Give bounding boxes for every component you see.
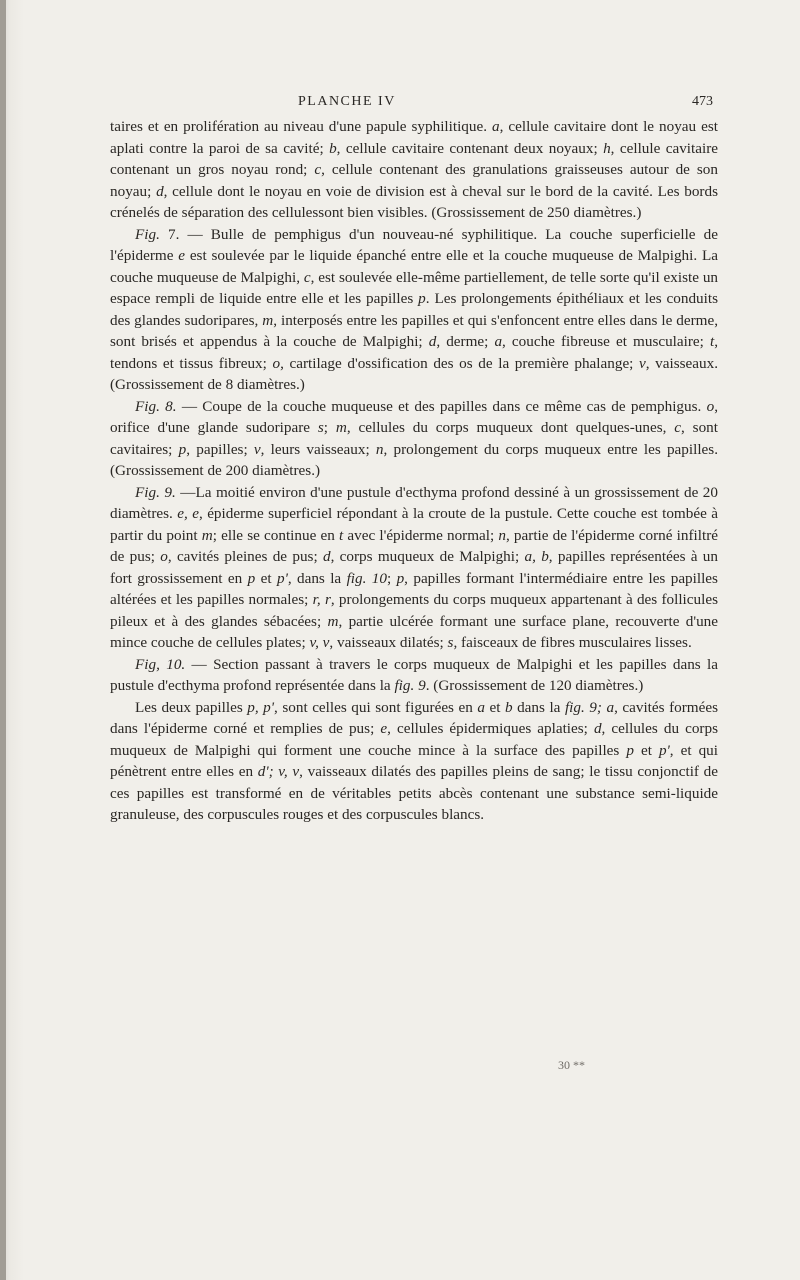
legend-text: ; (386, 569, 397, 587)
legend-text: , orifice d'une glande sudoripare (110, 397, 718, 436)
legend-text: . (Grossissement de 120 diamètres.) (425, 677, 644, 694)
legend-text: , derme; (436, 333, 495, 350)
legend-text: ; (323, 419, 336, 436)
legend-text: , cellule cavitaire dont le noyau est aplati contre la paroi de sa cavité; (110, 118, 718, 157)
legend-text: Les deux papilles (135, 698, 248, 716)
legend-text: , partie de l'épiderme corné infiltré de pus; (110, 526, 718, 565)
legend-reference: a (477, 698, 485, 716)
legend-text: , couche fibreuse et musculaire; (502, 333, 710, 350)
legend-reference: fig. 10 (346, 569, 387, 587)
legend-text: , vaisseaux. (Grossissement de 8 diamètres.) (110, 354, 719, 393)
legend-reference: p (626, 741, 634, 759)
legend-reference: m (335, 419, 347, 436)
legend-text: , prolongements du corps muqueux appartenant à des follicules pileux et à des glandes sébacées; (110, 591, 718, 630)
legend-reference: c (314, 161, 322, 178)
legend-reference: m (327, 612, 339, 630)
legend-text: , vaisseaux dilatés; (329, 634, 448, 651)
legend-text: —La moitié environ d'une pustule d'ecthyma profond dessiné à un grossissement de 20 diamètres. (110, 483, 718, 522)
legend-reference: p' (276, 569, 288, 587)
running-title: PLANCHE IV (298, 94, 396, 109)
legend-reference: a, b (524, 548, 549, 565)
legend-reference: b (329, 139, 337, 157)
legend-reference: p (418, 290, 426, 307)
legend-reference: t (709, 333, 715, 350)
legend-reference: d'; v, v (257, 763, 300, 780)
legend-reference: h (603, 139, 611, 157)
page-header (0, 94, 800, 114)
legend-text: , cellule cavitaire contenant deux noyaux; (336, 139, 604, 157)
legend-reference: p (247, 569, 256, 587)
legend-reference: fig. 9 (394, 677, 426, 694)
plate-legend-text (110, 116, 718, 826)
legend-text: , papilles; (186, 440, 254, 458)
legend-reference: c (303, 268, 311, 286)
legend-text: et (255, 569, 277, 587)
legend-text: , papilles représentées à un fort grossissement en (110, 548, 718, 587)
legend-paragraph (110, 482, 718, 654)
legend-reference: Fig, 10. (135, 655, 186, 673)
legend-reference: m (262, 311, 274, 329)
legend-reference: r, r (312, 591, 331, 608)
legend-paragraph (110, 224, 718, 396)
legend-text: et (633, 741, 659, 759)
legend-reference: n (375, 440, 384, 458)
legend-reference: t (338, 526, 344, 544)
legend-text: , papilles formant l'intermédiaire entre les papilles altérées et les papilles normales; (110, 569, 718, 608)
legend-text: , cellule contenant des granulations graisseuses autour de son noyau; (110, 161, 718, 200)
signature-mark: 30 ** (558, 1058, 585, 1072)
legend-text: , cavités formées dans l'épiderme corné et remplies de pus; (110, 698, 718, 737)
legend-text: , leurs vaisseaux; (260, 440, 376, 458)
legend-paragraph (110, 116, 718, 224)
legend-text: , est soulevée elle-même partiellement, de telle sorte qu'il existe un espace rempli de liquide entre elle et les papilles (110, 268, 719, 307)
legend-reference: e (178, 247, 186, 264)
binding-gutter (0, 0, 6, 1280)
legend-reference: fig. 9; a (564, 698, 615, 716)
legend-text: taires et en prolifération au niveau d'une papule syphilitique. (110, 118, 493, 135)
legend-paragraph (110, 396, 718, 482)
legend-text: , sont cavitaires; (110, 419, 718, 458)
legend-text: , interposés entre les papilles et qui s'enfoncent entre elles dans le derme, sont brisés et appendus à la couche de Malpighi; (110, 311, 718, 350)
legend-reference: v (639, 354, 646, 372)
legend-reference: o (272, 354, 281, 372)
legend-paragraph (110, 697, 718, 826)
legend-text: , faisceaux de fibres musculaires lisses. (453, 634, 692, 651)
legend-reference: e (380, 720, 388, 737)
legend-text: , cellule cavitaire contenant un gros noyau rond; (110, 139, 719, 178)
legend-text: . Les prolongements épithéliaux et les conduits des glandes sudoripares, (110, 290, 718, 329)
legend-text: , épiderme superficiel répondant à la croute de la pustule. Cette couche est tombée à partir du point (110, 505, 718, 544)
legend-text: , cartilage d'ossification des os de la première phalange; (280, 354, 640, 372)
legend-reference: c (674, 419, 682, 436)
legend-text: dans la (512, 698, 565, 716)
legend-text: , cavités pleines de pus; (167, 548, 323, 565)
legend-text: , cellules épidermiques aplaties; (387, 720, 594, 737)
legend-reference: p' (658, 741, 670, 759)
legend-reference: p (178, 440, 187, 458)
legend-reference: o (160, 548, 168, 565)
legend-text: , dans la (287, 569, 347, 587)
legend-reference: s (447, 634, 454, 651)
legend-reference: n (498, 526, 506, 544)
legend-text: , cellule dont le noyau en voie de division est à cheval sur le bord de la cavité. Les bords crénelés de séparation des cellulessont bien visibles. (Grossissement de 250 diamètres.) (110, 182, 718, 221)
legend-reference: a (494, 333, 503, 350)
legend-reference: v (253, 440, 261, 458)
legend-reference: o (706, 397, 715, 415)
legend-reference: d (428, 333, 437, 350)
page-number: 473 (692, 94, 713, 109)
legend-text: , corps muqueux de Malpighi; (330, 548, 525, 565)
legend-text: avec l'épiderme normal; (343, 526, 499, 544)
legend-text: et (484, 698, 505, 716)
legend-reference: a (492, 118, 500, 135)
legend-text: , sont celles qui sont figurées en (274, 698, 478, 716)
legend-text: , cellules du corps muqueux dont quelques-unes, (346, 419, 675, 436)
legend-paragraph (110, 654, 718, 697)
legend-text: — Section passant à travers le corps muqueux de Malpighi et les papilles dans la pustule d'ecthyma profond représentée dans la (110, 655, 718, 694)
legend-text: , tendons et tissus fibreux; (110, 333, 718, 372)
legend-text: est soulevée par le liquide épanché entre elle et la couche muqueuse de Malpighi. La couche muqueuse de Malpighi, (110, 247, 718, 286)
legend-text: , vaisseaux dilatés des papilles pleins de sang; le tissu conjonctif de ces papilles est transformé en de véritables petits abcès contenant une substance semi-liquide granuleuse, des corpuscules rouges et des corpuscules blancs. (110, 763, 718, 823)
legend-text: , partie ulcérée formant une surface plane, recouverte d'une mince couche de cellules plates; (110, 612, 719, 651)
legend-text: , cellules du corps muqueux de Malpighi qui forment une couche mince à la surface des papilles (110, 720, 718, 759)
legend-reference: d (156, 182, 164, 200)
legend-text: ; elle se continue en (212, 526, 339, 544)
legend-reference: p (396, 569, 405, 587)
legend-text: , prolongement du corps muqueux entre les papilles. (Grossissement de 200 diamètres.) (110, 440, 718, 479)
legend-text: — Coupe de la couche muqueuse et des papilles dans ce même cas de pemphigus. (176, 397, 707, 415)
legend-reference: b (504, 698, 513, 716)
legend-reference: e, e (177, 505, 199, 522)
legend-reference: p, p' (247, 698, 275, 716)
legend-reference: d (322, 548, 331, 565)
legend-reference: Fig. 9. (135, 483, 176, 501)
legend-reference: s (317, 419, 324, 436)
legend-reference: m (201, 526, 213, 544)
legend-reference: v, v (309, 634, 330, 651)
legend-text: 7. — Bulle de pemphigus d'un nouveau-né syphilitique. La couche superficielle de l'épiderme (110, 225, 718, 264)
legend-text: , et qui pénètrent entre elles en (110, 741, 718, 780)
legend-reference: Fig. (135, 225, 160, 243)
legend-reference: Fig. 8. (135, 397, 177, 415)
legend-reference: d (593, 720, 602, 737)
